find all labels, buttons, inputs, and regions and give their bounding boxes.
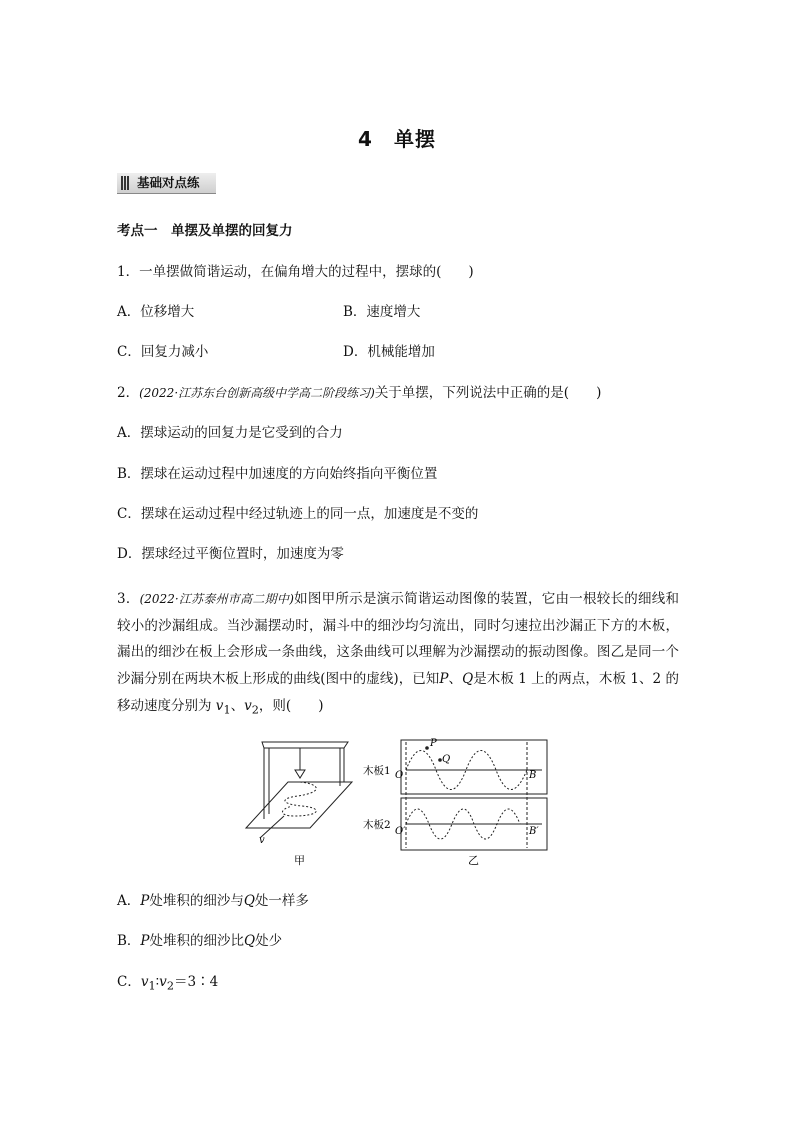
label-board-2: 木板2 [363,819,391,831]
section-tag [117,173,216,194]
q2-option-c: C．摆球在运动过程中经过轨迹上的同一点，加速度是不变的 [117,506,479,522]
var-p: P [439,671,449,688]
q3-text-1: 如图甲所示是演示简谐运动图像的装置，它由一根较长的细线和较小的沙漏组成。当沙漏摆动时，漏斗中的细沙均匀流出，同时匀速拉出沙漏正下方的木板，漏出的细沙在板上会形成一条曲线，这条曲线可以理解为沙漏摆动的振动图像。图乙是同一个沙漏分别在两块木板上形成的曲线(图中的虚线)，已知 [117,591,680,688]
label-q: Q [442,754,451,765]
q2-number: 2． [117,385,140,401]
q1-option-c: C．回复力减小 [117,344,209,360]
q3-b-prefix: B． [117,933,141,949]
q2-text: 关于单摆，下列说法中正确的是( ) [374,385,602,401]
caption-jia: 甲 [294,854,305,867]
q3-sep-2: 、 [230,697,245,714]
q3-a-p: P [140,893,150,909]
label-p: P [430,738,437,749]
q3-a-prefix: A． [117,893,141,909]
q3-a-post: 处一样多 [254,893,309,909]
label-board-1: 木板1 [363,765,391,777]
apparatus-jia [246,742,352,838]
q2-source: (2022·江苏东台创新高级中学高二阶段练习) [139,386,375,400]
q3-b-post: 处少 [255,933,283,949]
label-b: B [529,770,537,781]
q2-stem [117,383,601,403]
q1-option-d: D．机械能增加 [343,344,435,360]
q3-a-q: Q [243,893,255,909]
sand-pendulum-figure [240,734,552,874]
label-o: O [395,770,404,781]
label-o2: O′ [395,826,406,837]
q1-stem: 1．一单摆做简谐运动，在偏角增大的过程中，摆球的( ) [117,264,474,280]
var-v2: v [244,697,252,714]
bars-icon [121,176,129,190]
traces-yi [401,740,547,850]
var-v1: v [215,697,224,714]
q3-c-v2: v [159,974,167,990]
q3-c-v1: v [140,974,149,990]
q3-number: 3． [117,591,140,607]
q3-option-b [117,931,282,951]
q3-b-mid: 处堆积的细沙比 [149,933,245,949]
q3-b-q: Q [244,933,256,949]
q1-option-b: B．速度增大 [343,304,421,320]
q3-source: (2022·江苏泰州市高二期中) [139,592,294,606]
label-v-jia: v [259,835,265,846]
sub-2: 2 [251,703,259,717]
section-tag-label: 基础对点练 [137,175,200,190]
point-p [425,746,429,750]
q3-option-a [117,891,309,911]
topic-heading: 考点一 单摆及单摆的回复力 [117,223,293,239]
q3-c-sub2: 2 [166,979,174,993]
q3-text-2: 是木板 1 上的两点，木板 1、2 的移动速度分别为 [117,671,679,714]
var-q: Q [462,671,474,688]
q3-c-colon: ∶ [155,974,160,990]
q3-stem [117,586,679,724]
q3-a-mid: 处堆积的细沙与 [149,893,244,909]
caption-yi: 乙 [468,854,479,867]
label-b2: B′ [529,826,539,837]
q3-b-p: P [140,933,150,949]
q3-c-sub1: 1 [148,979,156,993]
sub-1: 1 [223,703,231,717]
q3-option-c [117,972,218,997]
q2-option-b: B．摆球在运动过程中加速度的方向始终指向平衡位置 [117,466,438,482]
page-title: 4 单摆 [358,127,436,151]
q3-c-prefix: C． [117,974,141,990]
q3-sep-1: 、 [448,671,463,688]
q3-text-3: ，则( ) [258,697,324,714]
q2-option-a: A．摆球运动的回复力是它受到的合力 [117,425,343,441]
q1-option-a: A．位移增大 [117,304,195,320]
q2-option-d: D．摆球经过平衡位置时，加速度为零 [117,546,344,562]
q3-c-post: ＝3∶4 [173,974,219,990]
